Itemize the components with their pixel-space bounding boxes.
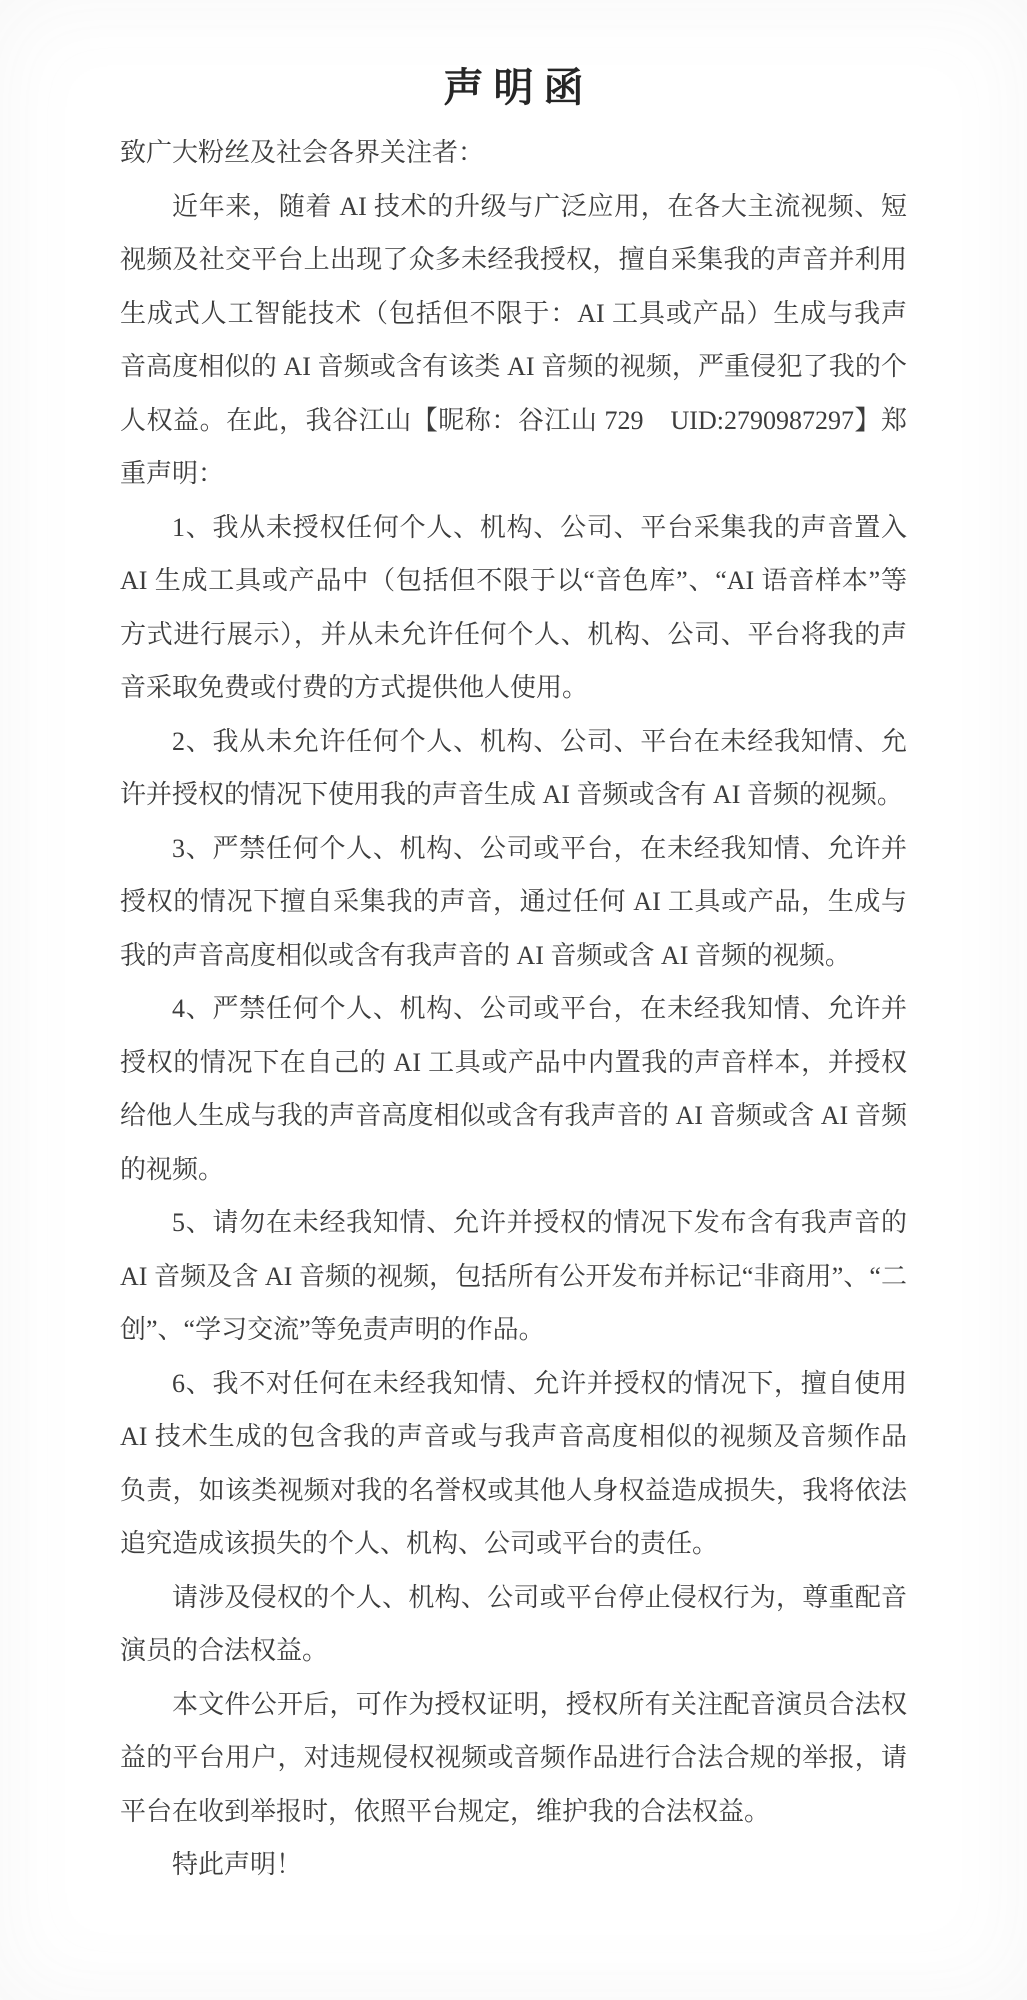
paragraph: 近年来，随着 AI 技术的升级与广泛应用，在各大主流视频、短视频及社交平台上出现了众多未经我授权，擅自采集我的声音并利用生成式人工智能技术（包括但不限于：AI 工具或产品）生成与我声音高度相似的 AI 音频或含有该类 AI 音频的视频，严重侵犯了我的个人权益。在此，我谷江山【昵称：谷江山 729 UID:2790987297】郑重声明： bbox=[120, 191, 907, 488]
paragraph: 本文件公开后，可作为授权证明，授权所有关注配音演员合法权益的平台用户，对违规侵权视频或音频作品进行合法合规的举报，请平台在收到举报时，依照平台规定，维护我的合法权益。 bbox=[120, 1689, 907, 1826]
document-title: 声明函 bbox=[443, 65, 594, 110]
paragraph: 1、我从未授权任何个人、机构、公司、平台采集我的声音置入 AI 生成工具或产品中（包括但不限于以“音色库”、“AI 语音样本”等方式进行展示），并从未允许任何个人、机构、公司、平台将我的声音采取免费或付费的方式提供他人使用。 bbox=[120, 512, 907, 702]
paragraph: 5、请勿在未经我知情、允许并授权的情况下发布含有我声音的 AI 音频及含 AI 音频的视频，包括所有公开发布并标记“非商用”、“二创”、“学习交流”等免责声明的作品。 bbox=[120, 1208, 907, 1344]
paragraph: 请涉及侵权的个人、机构、公司或平台停止侵权行为，尊重配音演员的合法权益。 bbox=[120, 1582, 907, 1665]
salutation-line: 致广大粉丝及社会各界关注者： bbox=[120, 138, 485, 167]
paragraph: 特此声明！ bbox=[172, 1850, 303, 1879]
document-body bbox=[120, 180, 907, 1892]
paragraph: 3、严禁任何个人、机构、公司或平台，在未经我知情、允许并授权的情况下擅自采集我的声音，通过任何 AI 工具或产品，生成与我的声音高度相似或含有我声音的 AI 音频或含 AI 音频的视频。 bbox=[120, 833, 907, 970]
paragraph: 6、我不对任何在未经我知情、允许并授权的情况下，擅自使用 AI 技术生成的包含我的声音或与我声音高度相似的视频及音频作品负责，如该类视频对我的名誉权或其他人身权益造成损失，我将依法追究造成该损失的个人、机构、公司或平台的责任。 bbox=[120, 1368, 907, 1558]
paragraph: 4、严禁任何个人、机构、公司或平台，在未经我知情、允许并授权的情况下在自己的 AI 工具或产品中内置我的声音样本，并授权给他人生成与我的声音高度相似或含有我声音的 AI 音频或含 AI 音频的视频。 bbox=[120, 994, 907, 1184]
paragraph: 2、我从未允许任何个人、机构、公司、平台在未经我知情、允许并授权的情况下使用我的声音生成 AI 音频或含有 AI 音频的视频。 bbox=[120, 726, 907, 809]
